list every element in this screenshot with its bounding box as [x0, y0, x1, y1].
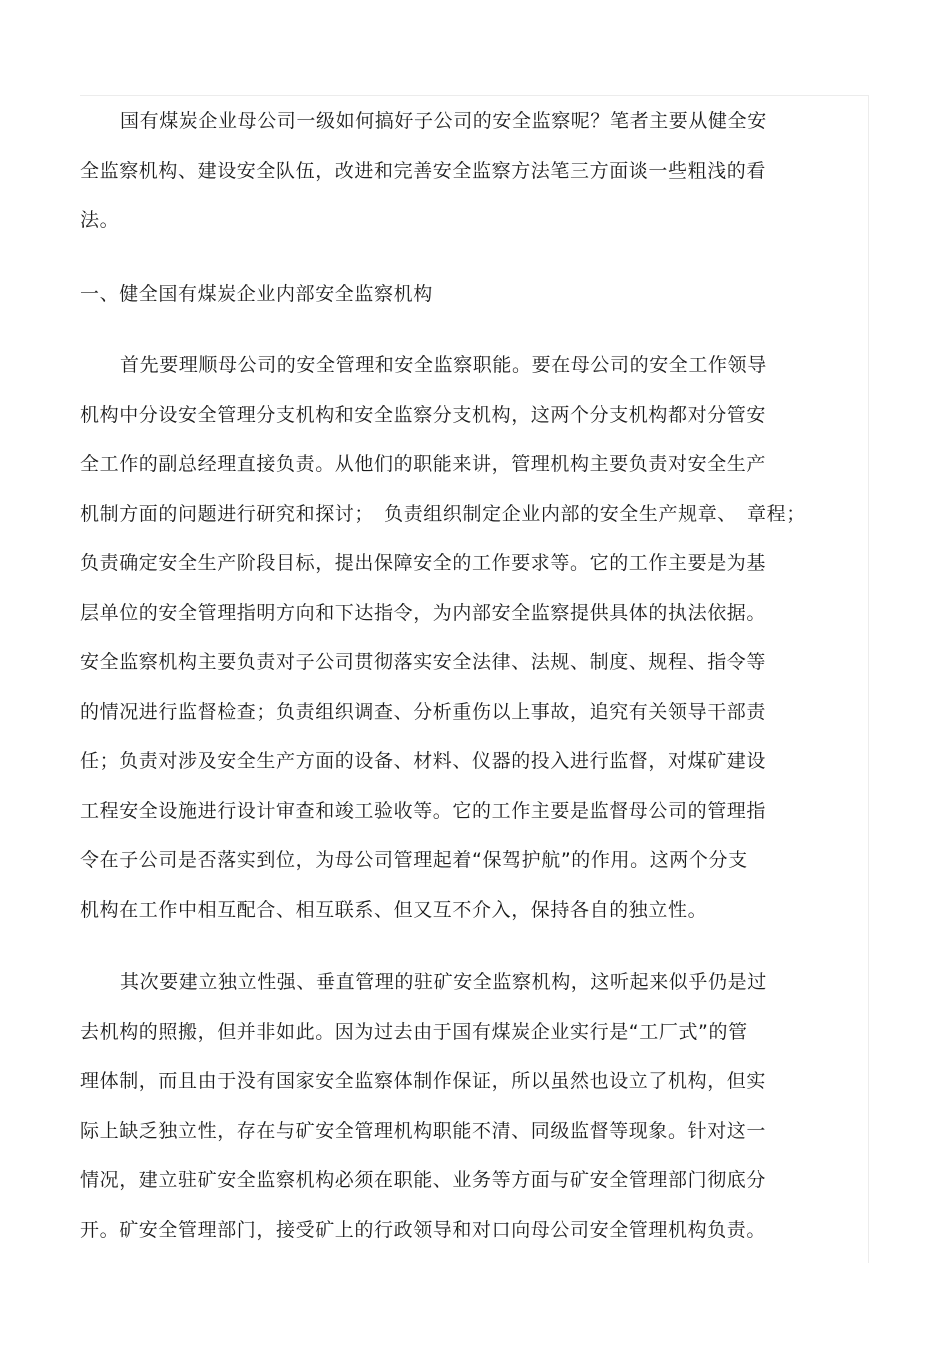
text-line: 国有煤炭企业母公司一级如何搞好子公司的安全监察呢？笔者主要从健全安 — [120, 110, 767, 132]
text-line: 首先要理顺母公司的安全管理和安全监察职能。要在母公司的安全工作领导 — [120, 354, 767, 376]
text-line: 任；负责对涉及安全生产方面的设备、材料、仪器的投入进行监督，对煤矿建设 — [80, 750, 767, 772]
text-line: 情况，建立驻矿安全监察机构必须在职能、业务等方面与矿安全管理部门彻底分 — [80, 1169, 767, 1191]
text-line: 际上缺乏独立性，存在与矿安全管理机构职能不清、同级监督等现象。针对这一 — [80, 1119, 767, 1142]
paragraph-gap — [80, 935, 855, 958]
text-line: 机构中分设安全管理分支机构和安全监察分支机构，这两个分支机构都对分管安 — [80, 403, 767, 426]
paragraph-intro — [80, 97, 855, 246]
text-line: 机制方面的问题进行研究和探讨； 负责组织制定企业内部的安全生产规章、 章程； — [80, 502, 806, 525]
document-body — [80, 97, 855, 1255]
text-line: 机构在工作中相互配合、相互联系、但又互不介入，保持各自的独立性。 — [80, 898, 708, 921]
text-line: 全工作的副总经理直接负责。从他们的职能来讲，管理机构主要负责对安全生产 — [80, 453, 767, 475]
text-line: 令在子公司是否落实到位，为母公司管理起着“保驾护航”的作用。这两个分支 — [80, 849, 748, 871]
text-line: 层单位的安全管理指明方向和下达指令，为内部安全监察提供具体的执法依据。 — [80, 601, 767, 624]
text-line: 开。矿安全管理部门，接受矿上的行政领导和对口向母公司安全管理机构负责。 — [80, 1218, 767, 1241]
text-line: 安全监察机构主要负责对子公司贯彻落实安全法律、法规、制度、规程、指令等 — [80, 651, 767, 673]
text-line: 去机构的照搬，但并非如此。因为过去由于国有煤炭企业实行是“工厂式”的管 — [80, 1020, 748, 1043]
heading-line: 一、健全国有煤炭企业内部安全监察机构 — [80, 282, 433, 305]
text-line: 的情况进行监督检查；负责组织调查、分析重伤以上事故，追究有关领导干部责 — [80, 700, 767, 723]
text-line: 法。 — [80, 209, 120, 231]
paragraph-first — [80, 341, 855, 935]
text-line: 全监察机构、建设安全队伍，改进和完善安全监察方法笔三方面谈一些粗浅的看 — [80, 159, 767, 182]
text-line: 其次要建立独立性强、垂直管理的驻矿安全监察机构，这听起来似乎仍是过 — [120, 971, 767, 993]
text-line: 负责确定安全生产阶段目标，提出保障安全的工作要求等。它的工作主要是为基 — [80, 552, 767, 574]
paragraph-gap — [80, 319, 855, 341]
text-line: 理体制，而且由于没有国家安全监察体制作保证，所以虽然也设立了机构，但实 — [80, 1070, 767, 1092]
paragraph-second — [80, 958, 855, 1255]
section-heading — [80, 270, 855, 320]
paragraph-gap — [80, 246, 855, 270]
text-line: 工程安全设施进行设计审查和竣工验收等。它的工作主要是监督母公司的管理指 — [80, 799, 767, 822]
